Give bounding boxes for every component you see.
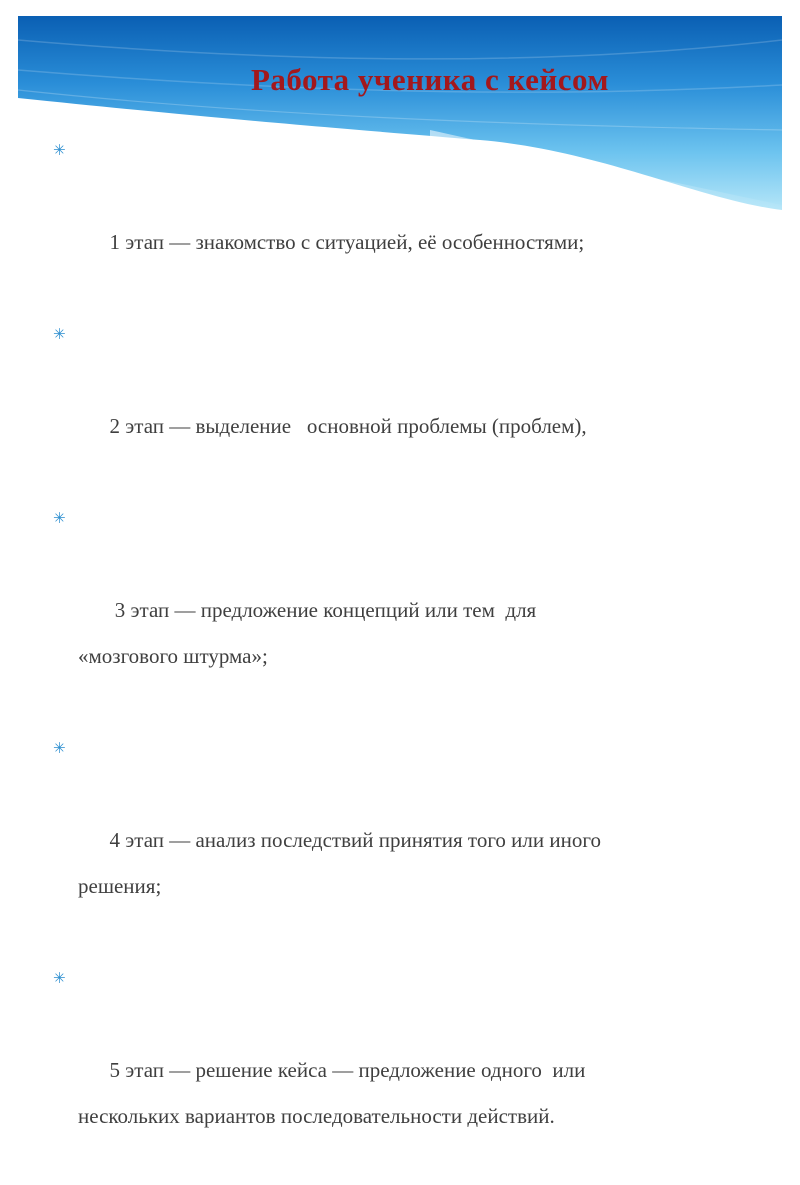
star-bullet-icon: ✳ [53,141,66,159]
star-bullet-icon: ✳ [53,325,66,343]
list-item-text: 5 этап — решение кейса — предложение одного или нескольких вариантов последовательности действий. [78,1058,586,1128]
list-item [0,127,740,311]
list-item [0,725,740,955]
list-item [0,495,740,725]
slide-title: Работа ученика с кейсом [250,62,610,97]
star-bullet-icon: ✳ [53,969,66,987]
list-item [0,955,740,1185]
star-bullet-icon: ✳ [53,509,66,527]
list-item-text: 1 этап — знакомство с ситуацией, её особенностями; [109,230,585,254]
list-item [0,311,740,495]
bullet-list [0,127,740,1185]
list-item-text: 3 этап — предложение концепций или тем для «мозгового штурма»; [78,598,537,668]
list-item-text: 4 этап — анализ последствий принятия того или иного решения; [78,828,601,898]
star-bullet-icon: ✳ [53,739,66,757]
list-item-text: 2 этап — выделение основной проблемы (проблем), [109,414,587,438]
